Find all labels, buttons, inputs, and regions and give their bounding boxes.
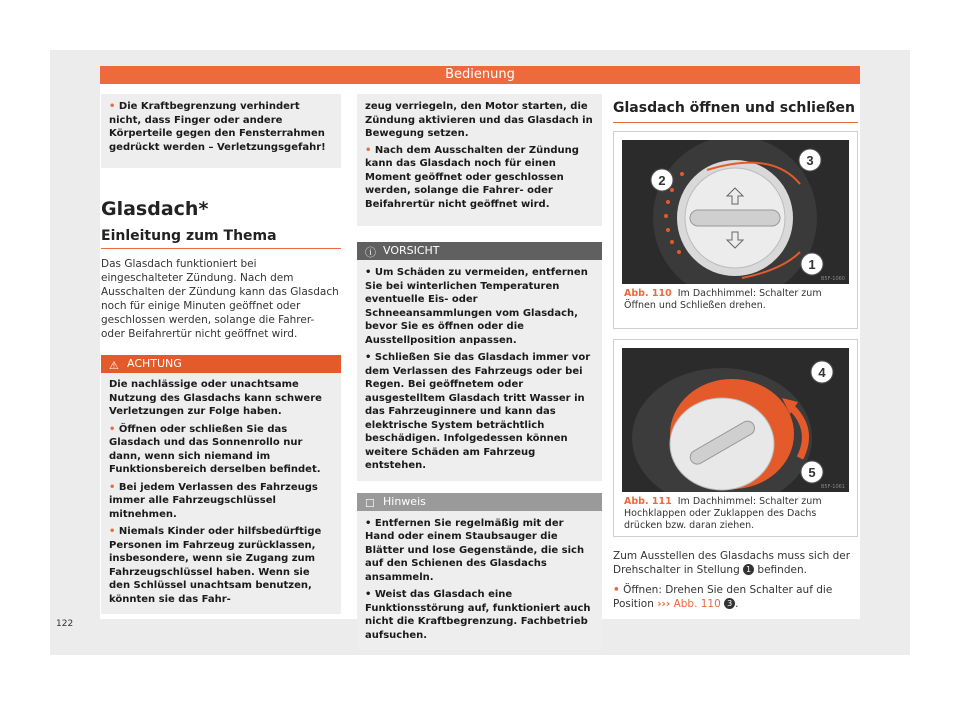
bullet-icon: • (109, 101, 116, 112)
roof-switch-tilt-illustration (622, 348, 849, 492)
figure-111-caption: Abb. 111 Im Dachhimmel: Schalter zum Hochklappen oder Zuklappen des Dachs drücken bzw. daran ziehen. (624, 496, 822, 531)
warning-header (101, 355, 341, 373)
bullet-icon: • (613, 584, 620, 596)
warning-label: ACHTUNG (127, 357, 182, 370)
position-marker: 1 (743, 564, 754, 575)
callout-1: 1 (808, 257, 816, 272)
figure-reference-link[interactable]: Abb. 110 (673, 598, 721, 610)
position-marker: 3 (724, 598, 735, 609)
bullet-icon: • (109, 423, 116, 435)
intro-paragraph: Das Glasdach funktioniert bei eingeschalteter Zündung. Nach dem Ausschalten der Zündung kann das Glasdach noch für einige Minuten geöffnet oder geschlossen werden, solange die Fahrer- oder Beifahrertür nicht geöffnet wird. (101, 258, 339, 340)
column-middle (357, 94, 602, 650)
section-header: Bedienung (100, 66, 860, 84)
bullet-icon: • (365, 144, 372, 156)
bullet-icon: • (109, 481, 116, 493)
column-left (101, 94, 341, 614)
note-item: • Weist das Glasdach eine Funktionsstörung auf, funktioniert auch nicht die Kraftbegrenzung. Fachbetrieb aufsuchen. (365, 589, 591, 641)
callout-5: 5 (808, 465, 816, 480)
note-item: • Entfernen Sie regelmäßig mit der Hand oder einem Staubsauger die Blätter und lose Gegenstände, die sich auf den Schienen des Glasdachs ansammeln. (365, 517, 585, 583)
warning-continuation-text: Die Kraftbegrenzung verhindert nicht, dass Finger oder andere Körperteile gegen den Fensterrahmen gedrückt werden – Verletzungsgefahr! (109, 101, 326, 153)
warning-item: • Niemals Kinder oder hilfsbedürftige Personen im Fahrzeug zurücklassen, insbesondere, wenn sie Zugang zum Fahrzeugschlüssel haben. Wenn sie den Schlüssel unachtsam benutzen, könnten sie das Fahr- (109, 526, 322, 605)
column-right (613, 94, 858, 611)
divider (613, 122, 858, 123)
section-subtitle: Einleitung zum Thema (101, 228, 277, 244)
bullet-icon: • (109, 526, 116, 537)
caution-item: • Um Schäden zu vermeiden, entfernen Sie bei winterlichen Temperaturen eventuelle Eis- oder Schneeansammlungen vom Glasdach, bevor Sie es öffnen oder die Ausstellposition anpassen. (365, 267, 588, 346)
cross-ref-arrow: ››› (657, 598, 671, 610)
subsection-title: Glasdach öffnen und schließen (613, 100, 855, 116)
warning-continuation-box-2 (357, 94, 602, 226)
caution-body (357, 260, 602, 481)
warning-lead: Die nachlässige oder unachtsame Nutzung des Glasdachs kann schwere Verletzungen zur Folge haben. (109, 379, 322, 417)
warning-body (101, 373, 341, 614)
warning-continuation-box (101, 94, 341, 168)
info-circle-icon: ⓘ (365, 246, 376, 259)
body-paragraph-1: Zum Ausstellen des Glasdachs muss sich der Drehschalter in Stellung 1 befinden. (613, 550, 851, 576)
roof-switch-rotary-illustration (622, 140, 849, 284)
warning-item: • Bei jedem Verlassen des Fahrzeugs immer alle Fahrzeugschlüssel mitnehmen. (109, 481, 318, 520)
note-box (357, 493, 602, 651)
figure-tag: B5F-1060 (820, 276, 845, 282)
figure-110-image (622, 140, 849, 284)
note-icon: ☐ (365, 496, 375, 510)
caution-item: • Schließen Sie das Glasdach immer vor dem Verlassen des Fahrzeugs oder bei Regen. Bei geöffnetem oder ausgestelltem Glasdach tritt Wasser in das Fahrzeuginnere und kann das elektrische System beträchtlich beschädigen. Infolgedessen können weitere Schäden am Fahrzeug entstehen. (365, 352, 591, 471)
callout-2: 2 (658, 173, 666, 188)
caution-header (357, 242, 602, 260)
warning-item: • Nach dem Ausschalten der Zündung kann das Glasdach noch für einen Moment geöffnet oder geschlossen werden, solange die Fahrer- oder Beifahrertür nicht geöffnet wird. (365, 144, 579, 210)
note-body (357, 511, 602, 651)
page-number: 122 (56, 619, 74, 629)
figure-110 (613, 131, 858, 329)
warning-box (101, 355, 341, 614)
warning-item: • Öffnen oder schließen Sie das Glasdach und das Sonnenrollo nur dann, wenn sich niemand im Funktionsbereich derselben befindet. (109, 423, 321, 475)
section-title: Glasdach* (101, 198, 209, 220)
callout-3: 3 (806, 153, 814, 168)
note-header (357, 493, 602, 511)
caution-label: VORSICHT (383, 244, 440, 257)
caution-box (357, 242, 602, 481)
figure-tag: B5F-1061 (820, 484, 845, 490)
body-paragraph-2: • Öffnen: Drehen Sie den Schalter auf die Position ››› Abb. 110 3 . (613, 584, 833, 610)
warning-triangle-icon: ⚠ (109, 359, 119, 372)
callout-4: 4 (818, 365, 826, 380)
figure-111 (613, 339, 858, 537)
note-label: Hinweis (383, 494, 426, 508)
figure-111-image (622, 348, 849, 492)
divider (101, 248, 341, 249)
figure-110-caption: Abb. 110 Im Dachhimmel: Schalter zum Öffnen und Schließen drehen. (624, 288, 822, 311)
continuation-text: zeug verriegeln, den Motor starten, die Zündung aktivieren und das Glasdach in Bewegung setzen. (365, 101, 593, 139)
